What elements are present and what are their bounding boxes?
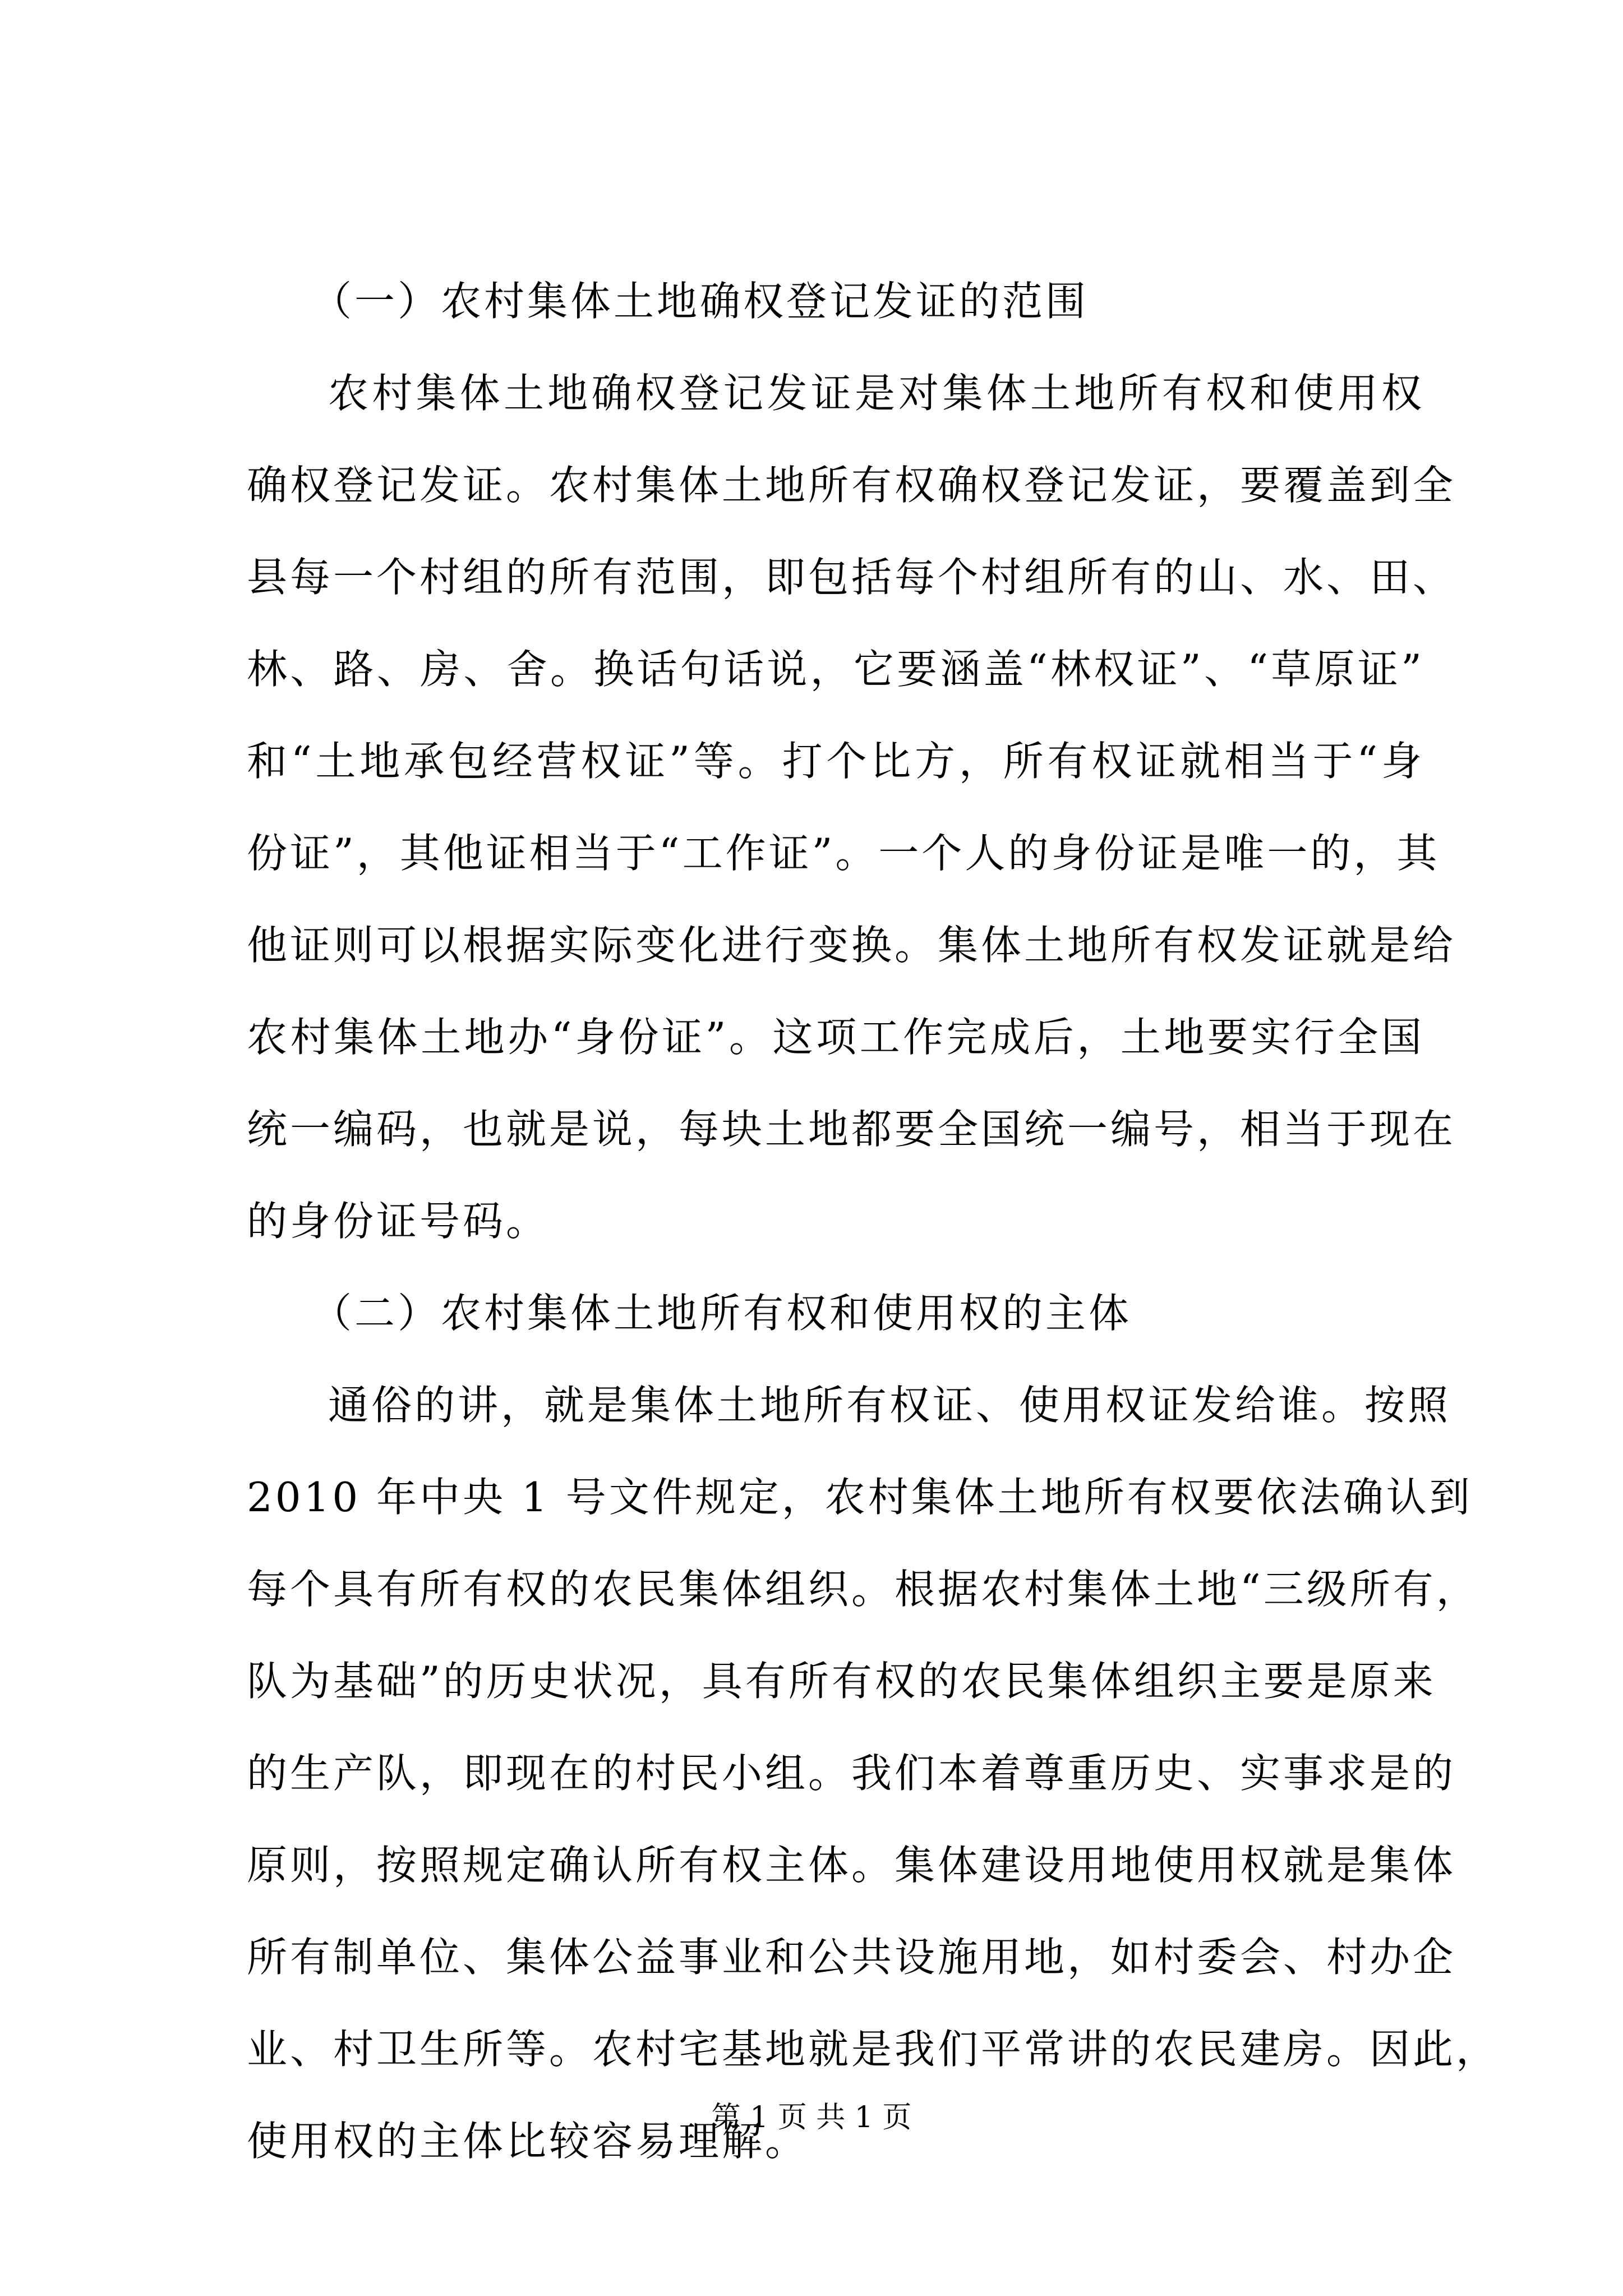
section-heading: （一）农村集体土地确权登记发证的范围	[311, 278, 1089, 325]
paragraph-line: 确权登记发证。农村集体土地所有权确权登记发证，要覆盖到全	[247, 462, 1456, 509]
section-heading: （二）农村集体土地所有权和使用权的主体	[311, 1290, 1132, 1337]
paragraph-line: 份证”，其他证相当于“工作证”。一个人的身份证是唯一的，其	[247, 830, 1440, 877]
paragraph-line: 统一编码，也就是说，每块土地都要全国统一编号，相当于现在	[247, 1106, 1456, 1153]
page-number-footer: 第 1 页 共 1 页	[711, 2101, 912, 2134]
paragraph-line: 通俗的讲，就是集体土地所有权证、使用权证发给谁。按照	[328, 1382, 1451, 1429]
paragraph-line: 每个具有所有权的农民集体组织。根据农村集体土地“三级所有，	[247, 1566, 1479, 1613]
paragraph-line: 2010 年中央 1 号文件规定，农村集体土地所有权要依法确认到	[247, 1474, 1473, 1521]
paragraph-line: 林、路、房、舍。换话句话说，它要涵盖“林权证”、“草原证”	[247, 646, 1424, 693]
document-body	[247, 255, 1500, 2187]
paragraph-line: 的身份证号码。	[247, 1198, 550, 1245]
paragraph-line: 队为基础”的历史状况，具有所有权的农民集体组织主要是原来	[247, 1658, 1436, 1705]
paragraph-line: 业、村卫生所等。农村宅基地就是我们平常讲的农民建房。因此，	[247, 2026, 1500, 2073]
paragraph-line: 农村集体土地办“身份证”。这项工作完成后，土地要实行全国	[247, 1014, 1424, 1061]
paragraph-line: 所有制单位、集体公益事业和公共设施用地，如村委会、村办企	[247, 1934, 1456, 1981]
paragraph-line: 农村集体土地确权登记发证是对集体土地所有权和使用权	[328, 370, 1424, 417]
paragraph-line: 原则，按照规定确认所有权主体。集体建设用地使用权就是集体	[247, 1842, 1456, 1889]
paragraph-line: 的生产队，即现在的村民小组。我们本着尊重历史、实事求是的	[247, 1750, 1456, 1797]
paragraph-line: 他证则可以根据实际变化进行变换。集体土地所有权发证就是给	[247, 922, 1456, 969]
paragraph-line: 和“土地承包经营权证”等。打个比方，所有权证就相当于“身	[247, 738, 1424, 785]
paragraph-line: 县每一个村组的所有范围，即包括每个村组所有的山、水、田、	[247, 554, 1456, 601]
paragraph-line: 使用权的主体比较容易理解。	[247, 2118, 809, 2165]
